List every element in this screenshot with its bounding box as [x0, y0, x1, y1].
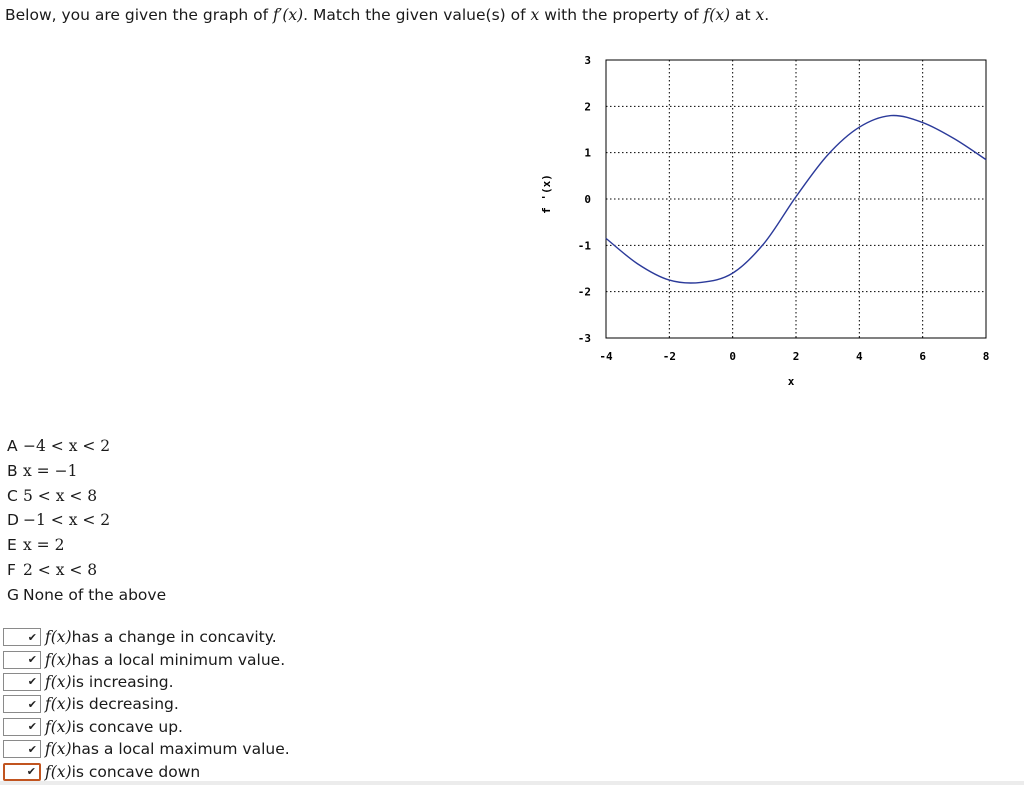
prompt-x: (x): [282, 6, 304, 24]
option-letter: E: [7, 536, 17, 555]
prompt-text: at: [730, 6, 756, 24]
prompt-text: with the property of: [539, 6, 704, 24]
prompt-f: f: [273, 6, 279, 24]
option-letter: C: [7, 486, 18, 505]
x-tick-label: 0: [729, 350, 736, 363]
option-letter: B: [7, 461, 18, 480]
statement-function: f(x): [45, 650, 72, 669]
answer-dropdown[interactable]: [3, 695, 41, 713]
prompt-x: (x): [709, 6, 731, 24]
x-tick-label: 8: [982, 350, 990, 363]
statement-function: f(x): [45, 695, 72, 714]
prompt-x: x: [530, 6, 540, 24]
prompt-x: x: [755, 6, 765, 24]
option-expression: x = −1: [23, 461, 78, 480]
derivative-graph: [530, 45, 1000, 395]
chevron-down-icon: ✔: [27, 697, 37, 711]
x-tick-label: -2: [662, 350, 676, 363]
option-a: [7, 434, 166, 459]
matching-statements: [3, 626, 290, 783]
option-expression: x = 2: [23, 536, 65, 555]
answer-dropdown-focused[interactable]: [3, 763, 41, 781]
page-bottom-edge: [0, 781, 1024, 785]
chart-svg: [530, 45, 1000, 395]
chevron-down-icon: ✔: [27, 630, 37, 644]
chevron-down-icon: ✔: [27, 675, 37, 689]
option-expression: 5 < x < 8: [23, 486, 98, 505]
chevron-down-icon: ✔: [26, 765, 36, 779]
statement-row: [3, 760, 290, 782]
chevron-down-icon: ✔: [27, 742, 37, 756]
x-tick-label: 6: [919, 350, 926, 363]
x-axis-label: x: [787, 375, 795, 388]
y-tick-label: 2: [584, 100, 591, 114]
statement-text: is increasing.: [71, 672, 174, 691]
answer-dropdown[interactable]: [3, 651, 41, 669]
prompt-text: Below, you are given the graph of: [5, 6, 274, 24]
option-b: [7, 459, 166, 484]
y-axis-label: f '(x): [540, 174, 553, 214]
y-tick-label: -3: [577, 332, 591, 345]
statement-text: is concave up.: [71, 717, 183, 736]
option-letter: D: [7, 511, 19, 530]
option-expression: −1 < x < 2: [23, 511, 111, 530]
option-expression: 2 < x < 8: [23, 560, 98, 579]
x-tick-label: 2: [792, 350, 800, 363]
option-c: [7, 484, 166, 509]
statement-text: has a local maximum value.: [71, 740, 290, 759]
statement-function: f(x): [45, 740, 72, 759]
y-tick-label: 0: [584, 193, 591, 206]
statement-text: is decreasing.: [71, 695, 179, 714]
statement-row: [3, 693, 290, 715]
option-letter: G: [7, 585, 20, 604]
statement-text: is concave down: [71, 762, 201, 781]
question-prompt: [5, 6, 769, 24]
statement-row: [3, 738, 290, 760]
answer-options: [7, 434, 166, 608]
option-expression: −4 < x < 2: [23, 437, 111, 455]
statement-text: has a change in concavity.: [71, 628, 277, 647]
statement-row: [3, 716, 290, 738]
y-tick-label: 3: [584, 54, 591, 67]
y-tick-label: 1: [584, 146, 591, 160]
chevron-down-icon: ✔: [27, 720, 37, 734]
option-letter: A: [7, 437, 18, 455]
statement-function: f(x): [45, 762, 72, 781]
prompt-f: f: [703, 6, 710, 24]
chevron-down-icon: ✔: [27, 653, 37, 667]
x-tick-label: 4: [856, 350, 863, 363]
option-letter: F: [7, 560, 16, 579]
prompt-prime: ′: [278, 6, 283, 24]
option-e: [7, 533, 166, 558]
answer-dropdown[interactable]: [3, 740, 41, 758]
answer-dropdown[interactable]: [3, 673, 41, 691]
statement-row: [3, 671, 290, 693]
option-f: [7, 558, 166, 583]
x-tick-label: -4: [599, 350, 613, 363]
prompt-text: . Match the given value(s) of: [303, 6, 531, 24]
y-tick-label: -2: [577, 285, 591, 299]
prompt-text: .: [764, 6, 770, 24]
option-expression: None of the above: [23, 585, 167, 604]
statement-row: [3, 648, 290, 670]
statement-function: f(x): [45, 717, 72, 736]
statement-function: f(x): [45, 672, 72, 691]
statement-text: has a local minimum value.: [71, 650, 286, 669]
option-g: [7, 583, 166, 608]
y-tick-label: -1: [577, 239, 591, 253]
statement-function: f(x): [45, 628, 72, 647]
option-d: [7, 508, 166, 533]
statement-row: [3, 626, 290, 648]
answer-dropdown[interactable]: [3, 628, 41, 646]
answer-dropdown[interactable]: [3, 718, 41, 736]
